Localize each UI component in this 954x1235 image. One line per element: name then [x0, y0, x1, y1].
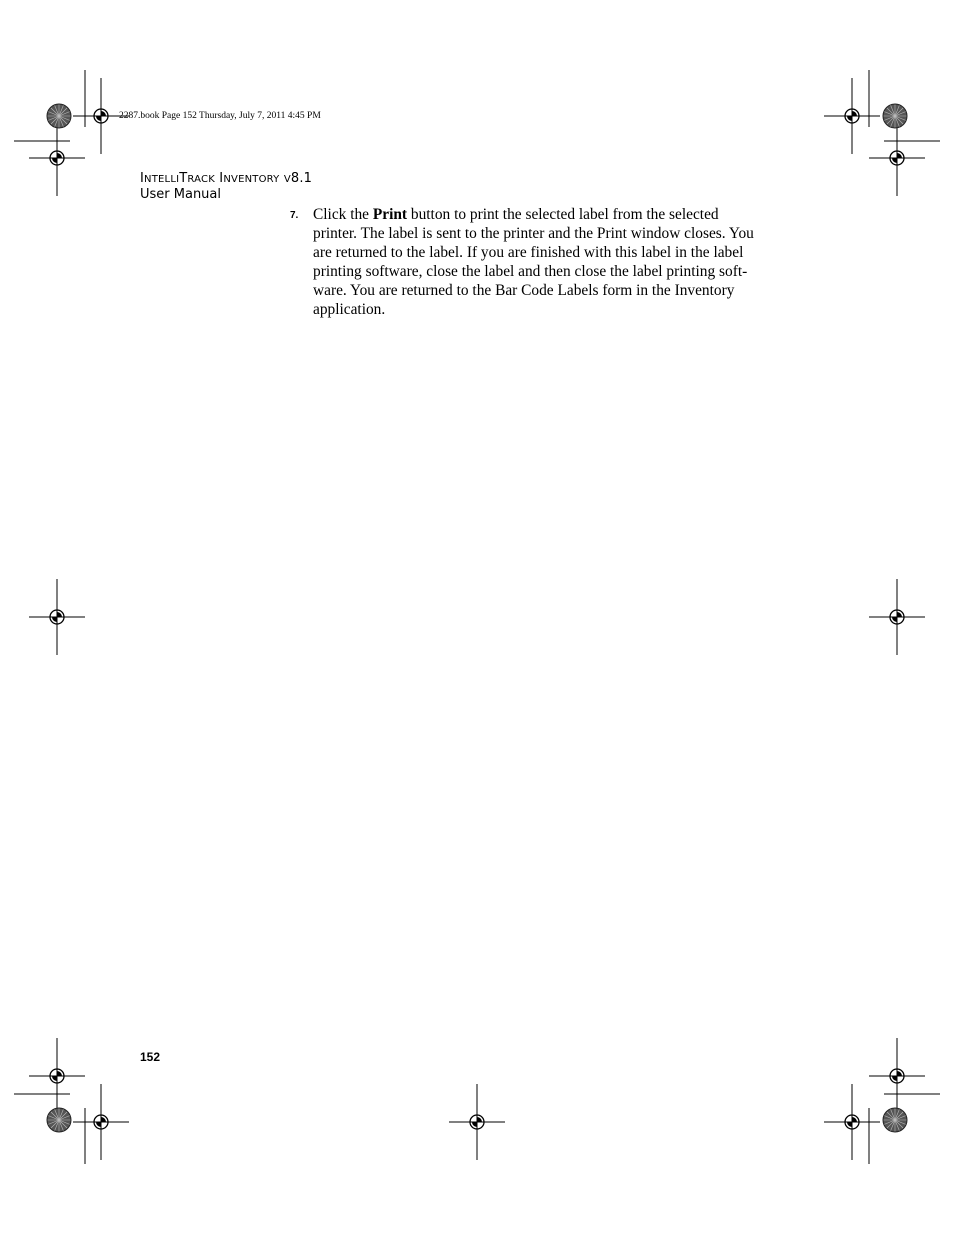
header-title-part: T: [179, 171, 188, 186]
header-title-part: 8.1: [290, 171, 313, 186]
book-slug: 2287.book Page 152 Thursday, July 7, 2011 4:45 PM: [119, 111, 321, 121]
step-text-segment: application.: [313, 301, 386, 318]
step-text-segment: button to print the selected label from the selected: [407, 206, 719, 223]
step-text-line: [313, 262, 763, 281]
header-title-part: NVENTORY: [223, 174, 280, 185]
header-title-part: I: [214, 171, 224, 186]
step-text-line: [313, 243, 763, 262]
header-title-part: NTELLI: [144, 174, 180, 185]
step-text-line: [313, 224, 763, 243]
step-text-segment: Click the: [313, 206, 373, 223]
step-text-segment: ware. You are returned to the Bar Code Labels form in the Inventory: [313, 282, 735, 299]
step-text-segment: are returned to the label. If you are finished with this label in the label: [313, 244, 744, 261]
header-title-part: V: [283, 174, 291, 185]
running-header-subtitle: User Manual: [140, 187, 222, 202]
page-number: 152: [140, 1050, 161, 1064]
step-text: [313, 205, 763, 319]
running-header-title: [140, 171, 312, 186]
step-text-line: [313, 300, 763, 319]
step-text-line: [313, 205, 763, 224]
step-number: 7.: [290, 210, 299, 221]
header-title-part: I: [140, 171, 145, 186]
header-title-part: RACK: [187, 174, 215, 185]
step-text-line: [313, 281, 763, 300]
step-text-segment: printing software, close the label and then close the label printing soft-: [313, 263, 748, 280]
print-button-reference: Print: [372, 206, 408, 223]
step-text-segment: printer. The label is sent to the printer and the Print window closes. You: [313, 225, 754, 242]
